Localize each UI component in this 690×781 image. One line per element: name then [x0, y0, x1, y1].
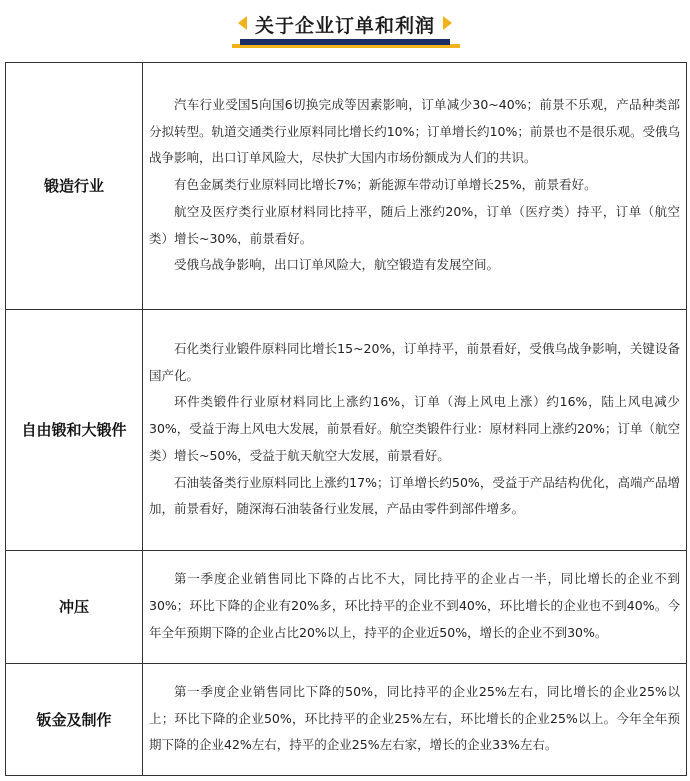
section-header — [0, 0, 690, 62]
table-row — [6, 551, 687, 664]
row-label: 锻造行业 — [6, 63, 143, 310]
row-content — [143, 310, 687, 551]
paragraph: 环件类锻件行业原材料同比上涨约16%，订单（海上风电上涨）约16%，陆上风电减少30%，受益于海上风电大发展，前景看好。航空类锻件行业：原材料同上涨约20%；订单（航空类）增长~50%，受益于航天航空大发展，前景看好。 — [149, 394, 680, 463]
row-content — [143, 551, 687, 664]
page-title: 关于企业订单和利润 — [254, 15, 435, 37]
right-chevron-icon — [443, 16, 452, 30]
row-content — [143, 63, 687, 310]
table-row — [6, 63, 687, 310]
row-label: 自由锻和大锻件 — [6, 310, 143, 551]
industry-table — [5, 62, 687, 776]
row-content — [143, 664, 687, 776]
table-row — [6, 310, 687, 551]
paragraph: 第一季度企业销售同比下降的50%，同比持平的企业25%左右，同比增长的企业25%以上；环比下降的企业50%，环比持平的企业25%左右，环比增长的企业25%以上。今年全年预期下降的企业42%左右，持平的企业25%左右家，增长的企业33%左右。 — [149, 683, 680, 753]
paragraph: 石油装备类行业原料同比上涨约17%；订单增长约50%，受益于产品结构优化，高端产品增加，前景看好，随深海石油装备行业发展，产品由零件到部件增多。 — [149, 474, 680, 517]
paragraph: 第一季度企业销售同比下降的占比不大，同比持平的企业占一半，同比增长的企业不到30%；环比下降的企业有20%多，环比持平的企业不到40%，环比增长的企业也不到40%。今年全年预期下降的企业占比20%以上，持平的企业近50%，增长的企业不到30%。 — [149, 571, 680, 640]
title-underline-bar — [240, 39, 450, 45]
paragraph: 汽车行业受国5向国6切换完成等因素影响，订单减少30~40%；前景不乐观，产品种类部分拟转型。轨道交通类行业原料同比增长约10%；订单增长约10%；前景也不是很乐观。受俄乌战争影响，出口订单风险大，尽快扩大国内市场份额成为人们的共识。 — [149, 97, 680, 166]
row-label: 冲压 — [6, 551, 143, 664]
paragraph: 航空及医疗类行业原材料同比持平，随后上涨约20%，订单（医疗类）持平，订单（航空类）增长~30%，前景看好。 — [149, 203, 680, 246]
paragraph: 受俄乌战争影响，出口订单风险大，航空锻造有发展空间。 — [174, 257, 500, 273]
row-label: 钣金及制作 — [6, 664, 143, 776]
paragraph: 有色金属类行业原料同比增长7%；新能源车带动订单增长25%，前景看好。 — [174, 177, 597, 193]
table-row — [6, 664, 687, 776]
paragraph: 石化类行业锻件原料同比增长15~20%，订单持平，前景看好，受俄乌战争影响，关键设备国产化。 — [149, 341, 680, 383]
